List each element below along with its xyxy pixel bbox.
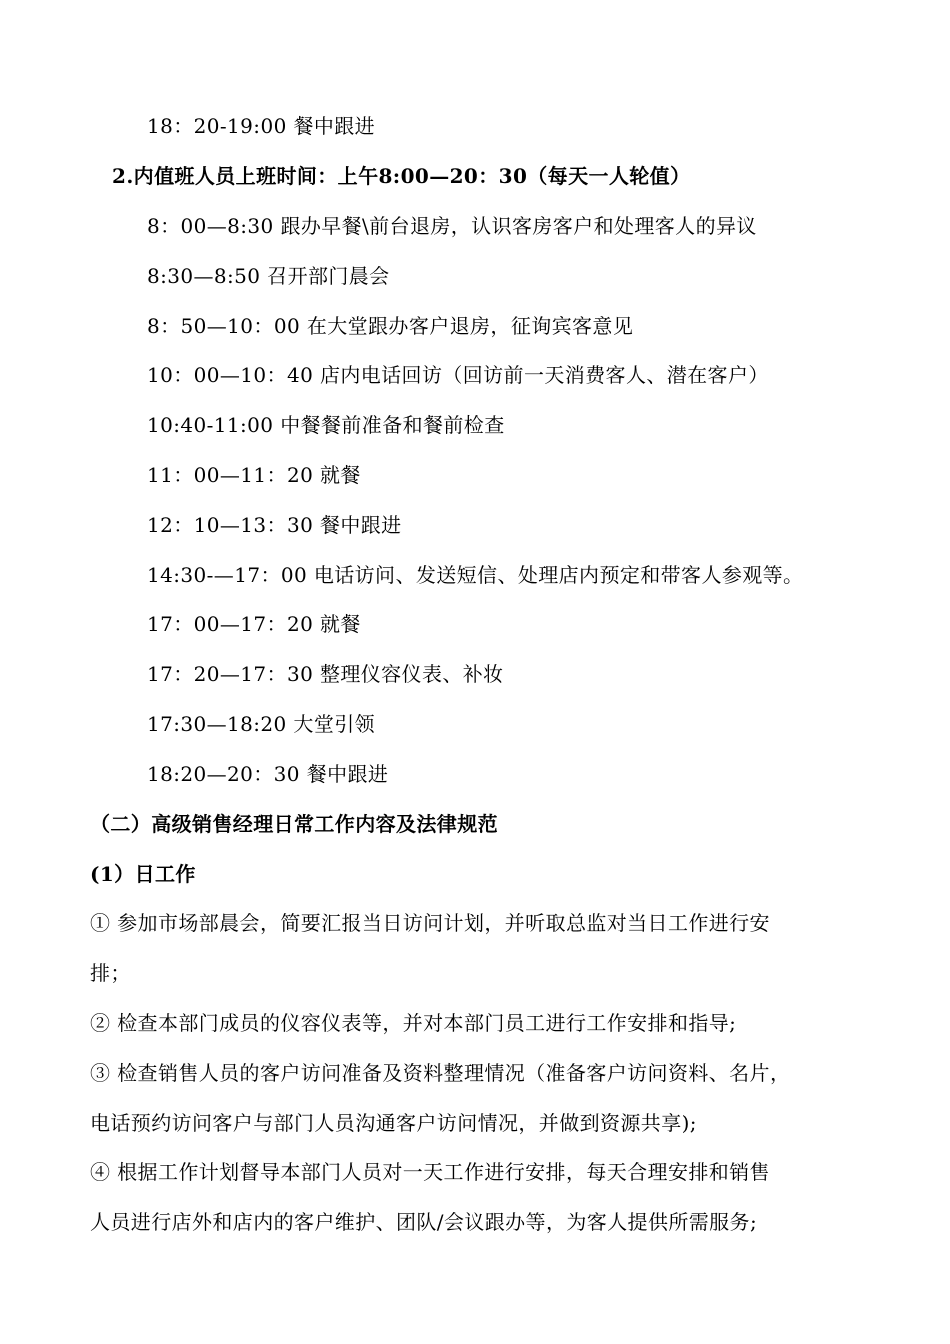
list-item: ② 检查本部门成员的仪容仪表等，并对本部门员工进行工作安排和指导; — [90, 1011, 737, 1035]
schedule-line: 8：50—10：00 在大堂跟办客户退房，征询宾客意见 — [147, 314, 634, 338]
schedule-line: 17：00—17：20 就餐 — [147, 612, 361, 636]
schedule-line: 10:40-11:00 中餐餐前准备和餐前检查 — [147, 413, 505, 437]
list-item: ③ 检查销售人员的客户访问准备及资料整理情况（准备客户访问资料、名片， — [90, 1061, 791, 1085]
schedule-line: 11：00—11：20 就餐 — [147, 463, 361, 487]
schedule-line: 18：20-19:00 餐中跟进 — [147, 114, 376, 138]
list-item: ① 参加市场部晨会，简要汇报当日访问计划，并听取总监对当日工作进行安 — [90, 911, 770, 935]
list-item-continuation: 人员进行店外和店内的客户维护、团队/会议跟办等，为客人提供所需服务; — [90, 1210, 758, 1234]
schedule-line: 17:30—18:20 大堂引领 — [147, 712, 376, 736]
list-item-continuation: 电话预约访问客户与部门人员沟通客户访问情况，并做到资源共享); — [90, 1111, 697, 1135]
schedule-line: 8:30—8:50 召开部门晨会 — [147, 264, 390, 288]
list-item: ④ 根据工作计划督导本部门人员对一天工作进行安排，每天合理安排和销售 — [90, 1160, 770, 1184]
schedule-line: 8：00—8:30 跟办早餐\前台退房，认识客房客户和处理客人的异议 — [147, 214, 757, 238]
list-item-continuation: 排； — [90, 961, 131, 985]
schedule-line: 12：10—13：30 餐中跟进 — [147, 513, 402, 537]
schedule-line: 18:20—20：30 餐中跟进 — [147, 762, 389, 786]
subsection-heading: (1）日工作 — [90, 862, 196, 886]
schedule-line: 14:30-—17：00 电话访问、发送短信、处理店内预定和带客人参观等。 — [147, 563, 804, 587]
section-heading: （二）高级销售经理日常工作内容及法律规范 — [90, 812, 498, 836]
schedule-line: 10：00—10：40 店内电话回访（回访前一天消费客人、潜在客户） — [147, 363, 769, 387]
section-heading: 2.内值班人员上班时间：上午8:00—20：30（每天一人轮值） — [112, 164, 691, 188]
schedule-line: 17：20—17：30 整理仪容仪表、补妆 — [147, 662, 504, 686]
